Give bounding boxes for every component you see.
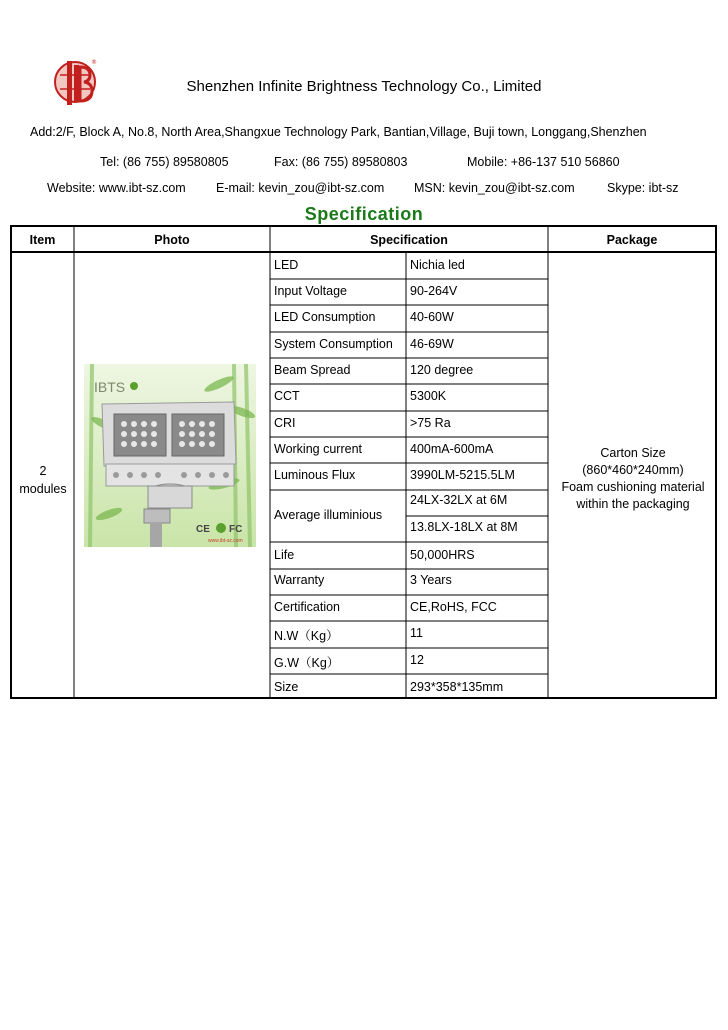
- spec-value: 3 Years: [410, 573, 452, 587]
- spec-label: Size: [274, 680, 299, 694]
- spec-label: Life: [274, 548, 295, 562]
- spec-value: 50,000HRS: [410, 548, 475, 562]
- spec-label: Input Voltage: [274, 284, 347, 298]
- spec-label: Average illuminious: [274, 508, 383, 522]
- spec-label: System Consumption: [274, 337, 393, 351]
- spec-value: >75 Ra: [410, 416, 451, 430]
- ce-mark: CE: [196, 524, 210, 535]
- spec-label: Working current: [274, 442, 362, 456]
- spec-label: Warranty: [274, 573, 325, 587]
- fax: Fax: (86 755) 89580803: [274, 155, 408, 169]
- company-address: Add:2/F, Block A, No.8, North Area,Shangxue Technology Park, Bantian,Village, Buji town, Longgang,Shenzhen: [30, 125, 647, 139]
- skype: Skype: ibt-sz: [607, 181, 679, 195]
- fc-mark: FC: [229, 524, 243, 535]
- item-count: 2: [39, 464, 47, 478]
- spec-value: 11: [410, 626, 423, 640]
- spec-value: Nichia led: [410, 258, 465, 272]
- photo-brand-text: IBTS: [94, 379, 126, 395]
- spec-value: 40-60W: [410, 310, 454, 324]
- product-photo: [84, 364, 256, 547]
- spec-label: LED: [274, 258, 299, 272]
- spec-label: N.W（Kg）: [274, 629, 339, 643]
- spec-value: 120 degree: [410, 363, 474, 377]
- spec-label: Luminous Flux: [274, 468, 356, 482]
- spec-value: 13.8LX-18LX at 8M: [410, 520, 518, 534]
- package-line: Foam cushioning material: [561, 480, 705, 494]
- header-specification: Specification: [370, 233, 448, 247]
- website: Website: www.ibt-sz.com: [47, 181, 186, 195]
- package-line: Carton Size: [600, 446, 666, 460]
- svg-text:®: ®: [91, 59, 97, 66]
- item-cell: [12, 462, 74, 498]
- spec-value: 5300K: [410, 389, 447, 403]
- spec-label: CRI: [274, 416, 296, 430]
- spec-label: Certification: [274, 600, 340, 614]
- spec-value: CE,RoHS, FCC: [410, 600, 497, 614]
- spec-value: 400mA-600mA: [410, 442, 494, 456]
- spec-value: 12: [410, 653, 424, 667]
- company-name: Shenzhen Infinite Brightness Technology Co., Limited: [186, 78, 542, 95]
- package-cell: [550, 445, 716, 513]
- header-package: Package: [606, 233, 658, 247]
- spec-label: Beam Spread: [274, 363, 351, 377]
- item-unit: modules: [19, 482, 67, 496]
- header-photo: Photo: [154, 233, 190, 247]
- header-item: Item: [29, 233, 56, 247]
- tel: Tel: (86 755) 89580805: [100, 155, 229, 169]
- spec-value: 24LX-32LX at 6M: [410, 493, 508, 507]
- spec-value: 46-69W: [410, 337, 454, 351]
- email: E-mail: kevin_zou@ibt-sz.com: [216, 181, 385, 195]
- package-line: within the packaging: [576, 497, 690, 511]
- spec-value: 90-264V: [410, 284, 458, 298]
- page-title: Specification: [304, 204, 424, 224]
- spec-value: 3990LM-5215.5LM: [410, 468, 515, 482]
- msn: MSN: kevin_zou@ibt-sz.com: [414, 181, 575, 195]
- photo-url: www.ibt-sz.com: [208, 538, 243, 544]
- spec-value: 293*358*135mm: [410, 680, 504, 694]
- spec-label: CCT: [274, 389, 300, 403]
- package-line: (860*460*240mm): [582, 463, 684, 477]
- spec-label: LED Consumption: [274, 310, 376, 324]
- mobile: Mobile: +86-137 510 56860: [467, 155, 620, 169]
- spec-label: G.W（Kg）: [274, 656, 340, 670]
